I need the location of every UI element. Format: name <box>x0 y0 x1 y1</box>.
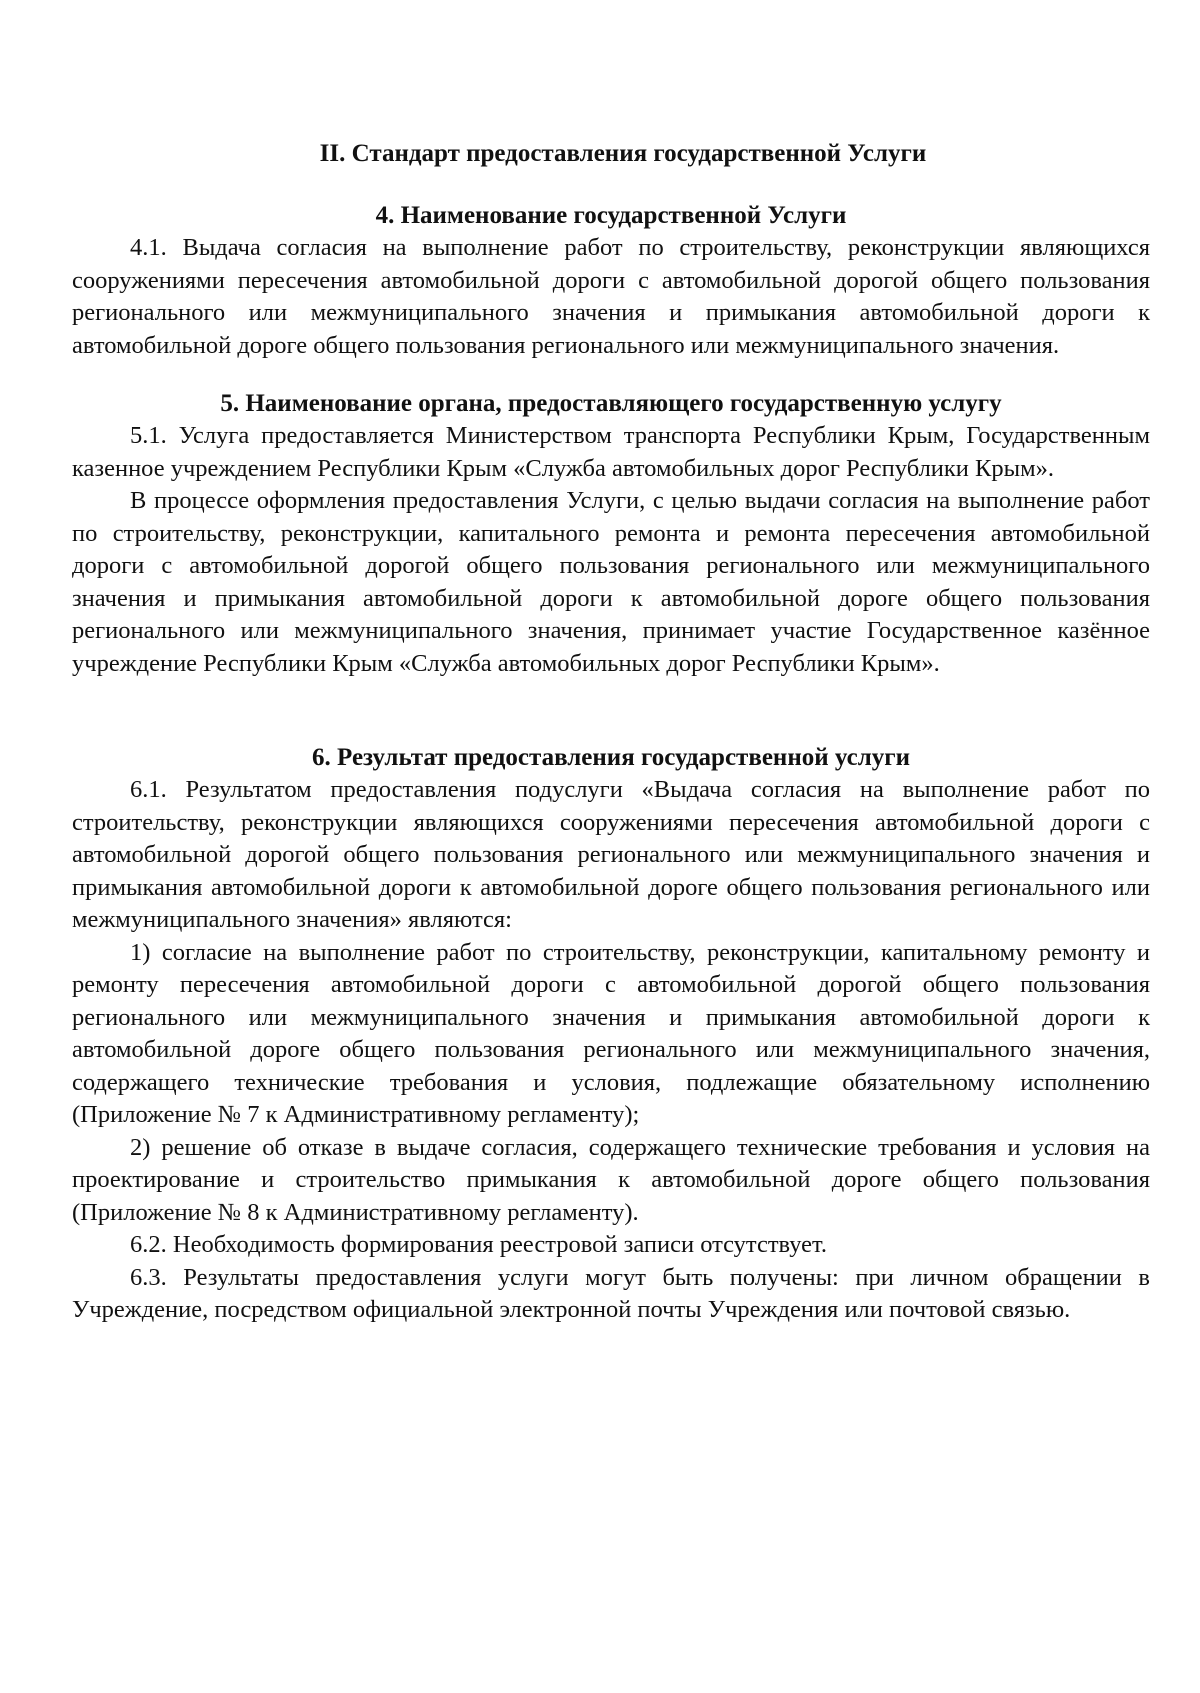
section-4-title: 4. Наименование государственной Услуги <box>375 202 847 229</box>
part-title: II. Стандарт предоставления государственной Услуги <box>319 140 927 167</box>
paragraph-5-1: 5.1. Услуга предоставляется Министерством транспорта Республики Крым, Государственным казенное учреждением Республики Крым «Служба автомобильных дорог Республики Крым». <box>72 422 1150 482</box>
section-6 <box>72 742 1150 1327</box>
paragraph-5-2: В процессе оформления предоставления Услуги, с целью выдачи согласия на выполнение работ по строительству, реконструкции, капитального ремонта и ремонта пересечения автомобильной дороги с автомобильной дорогой общего пользования регионального или межмуниципального значения и примыкания автомобильной дороги к автомобильной дороге общего пользования регионального или межмуниципального значения, принимает участие Государственное казённое учреждение Республики Крым «Служба автомобильных дорог Республики Крым». <box>72 487 1150 677</box>
list-item-6-1-1: 1) согласие на выполнение работ по строительству, реконструкции, капитальному ремонту и ремонту пересечения автомобильной дороги с автомобильной дорогой общего пользования регионального или межмуниципального значения и примыкания автомобильной дороги к автомобильной дороге общего пользования регионального или межмуниципального значения, содержащего технические требования и условия, подлежащие обязательному исполнению (Приложение № 7 к Административному регламенту); <box>72 938 1150 1128</box>
document-page <box>72 138 1150 1353</box>
section-4 <box>72 200 1150 362</box>
section-6-title: 6. Результат предоставления государственной услуги <box>312 744 910 771</box>
list-item-6-1-2: 2) решение об отказе в выдаче согласия, содержащего технические требования и условия на проектирование и строительство примыкания к автомобильной дороге общего пользования (Приложение № 8 к Административному регламенту). <box>72 1133 1150 1226</box>
section-5 <box>72 388 1150 680</box>
paragraph-6-3: 6.3. Результаты предоставления услуги могут быть получены: при личном обращении в Учреждение, посредством официальной электронной почты Учреждения или почтовой связью. <box>72 1263 1150 1323</box>
section-5-title: 5. Наименование органа, предоставляющего государственную услугу <box>220 390 1002 417</box>
paragraph-4-1: 4.1. Выдача согласия на выполнение работ по строительству, реконструкции являющихся сооружениями пересечения автомобильной дороги с автомобильной дорогой общего пользования регионального или межмуниципального значения и примыкания автомобильной дороги к автомобильной дороге общего пользования регионального или межмуниципального значения. <box>72 234 1150 359</box>
paragraph-6-1: 6.1. Результатом предоставления подуслуги «Выдача согласия на выполнение работ по строительству, реконструкции являющихся сооружениями пересечения автомобильной дороги с автомобильной дорогой общего пользования регионального или межмуниципального значения и примыкания автомобильной дороги к автомобильной дороге общего пользования регионального или межмуниципального значения» являются: <box>72 776 1150 933</box>
paragraph-6-2: 6.2. Необходимость формирования реестровой записи отсутствует. <box>130 1231 828 1258</box>
